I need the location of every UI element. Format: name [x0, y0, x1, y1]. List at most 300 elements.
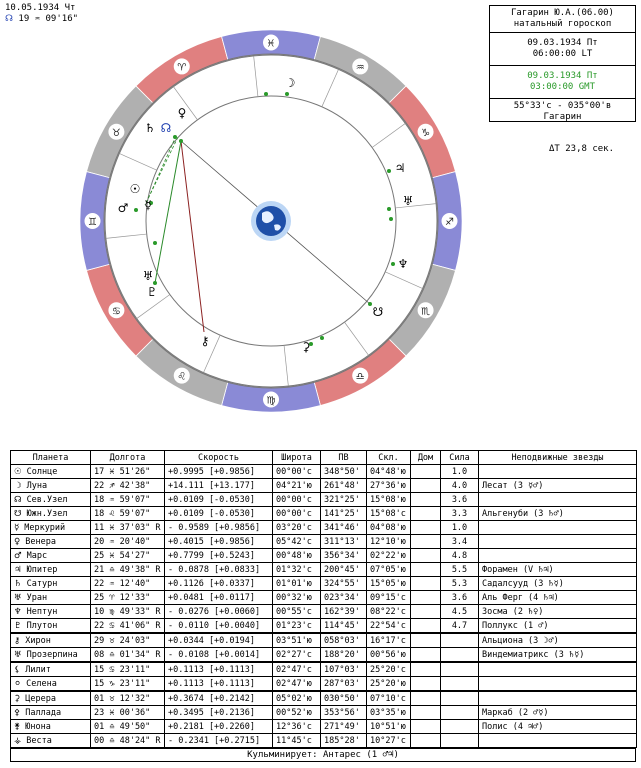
latitude-cell: 01°01'ю [273, 577, 321, 591]
house-cell [411, 662, 441, 677]
info-coords: 55°33'с - 035°00'в [513, 101, 612, 111]
ra-cell: 023°34' [321, 591, 367, 605]
ra-cell: 114°45' [321, 619, 367, 634]
force-cell: 4.7 [441, 619, 479, 634]
speed-cell: - 0.0276 [+0.0060] [165, 605, 273, 619]
sign-glyph: ♈ [177, 62, 187, 74]
info-local-date: 09.03.1934 Пт [527, 38, 598, 48]
planet-name: Церера [25, 693, 56, 704]
planet-table [10, 450, 637, 748]
speed-cell: +0.3674 [+0.2142] [165, 691, 273, 706]
force-cell [441, 706, 479, 720]
star-cell: Зосма (2 ♄♀) [479, 605, 637, 619]
planet-glyph: ⚳ [301, 340, 311, 354]
planet-name: Сев.Узел [26, 494, 68, 505]
house-cusp-line [395, 204, 436, 208]
col-ra: ПВ [321, 451, 367, 465]
col-declination: Скл. [367, 451, 411, 465]
sign-glyph: ♏ [421, 306, 431, 318]
force-cell: 3.4 [441, 535, 479, 549]
star-cell: Альциона (3 ☽♂) [479, 633, 637, 648]
house-cusp-line [254, 56, 258, 97]
ra-cell: 200°45' [321, 563, 367, 577]
planet-dot [179, 139, 183, 143]
header-node-position: 19 ♒ 09'16" [18, 14, 79, 24]
longitude-cell: 25 ♈ 12'33" [91, 591, 165, 605]
planet-glyph: ☊ [160, 121, 172, 135]
longitude-cell: 11 ♓ 37'03" R [91, 521, 165, 535]
speed-cell: +0.9995 [+0.9856] [165, 465, 273, 479]
house-cell [411, 648, 441, 663]
planet-name: Уран [26, 592, 48, 603]
force-cell: 1.0 [441, 521, 479, 535]
planet-cell [11, 619, 91, 634]
latitude-cell: 00°00'с [273, 493, 321, 507]
planet-dot [368, 302, 372, 306]
sign-glyph: ♎ [355, 371, 365, 383]
planet-glyph: ☉ [129, 182, 141, 196]
planet-icon: ☿ [14, 522, 20, 533]
latitude-cell: 03°51'ю [273, 633, 321, 648]
planet-dot [285, 92, 289, 96]
longitude-cell: 18 ♒ 59'07" [91, 493, 165, 507]
latitude-cell: 03°20'с [273, 521, 321, 535]
culmination-footer: Кульминирует: Антарес (1 ♂♃) [10, 748, 636, 762]
force-cell: 3.6 [441, 493, 479, 507]
planet-cell [11, 633, 91, 648]
ra-cell: 324°55' [321, 577, 367, 591]
star-cell [479, 465, 637, 479]
longitude-cell: 10 ♍ 49'33" R [91, 605, 165, 619]
planet-name: Солнце [26, 466, 58, 477]
planet-name: Юпитер [26, 564, 58, 575]
table-row [11, 706, 637, 720]
speed-cell: - 0.0110 [+0.0040] [165, 619, 273, 634]
latitude-cell: 01°32'с [273, 563, 321, 577]
delta-t: ΔT 23,8 сек. [549, 144, 615, 154]
star-cell: Лесат (3 ☿♂) [479, 479, 637, 493]
longitude-cell: 23 ♓ 00'36" [91, 706, 165, 720]
sign-glyph: ♒ [355, 62, 365, 74]
planet-cell [11, 662, 91, 677]
planet-icon: ☋ [14, 508, 22, 519]
planet-dot [391, 262, 395, 266]
ra-cell: 188°20' [321, 648, 367, 663]
declination-cell: 07°05'ю [367, 563, 411, 577]
speed-cell: +0.7799 [+0.5243] [165, 549, 273, 563]
planet-name: Марс [26, 550, 48, 561]
planet-name: Прозерпина [26, 649, 78, 660]
star-cell: Форамен (V ♄♃) [479, 563, 637, 577]
star-cell [479, 691, 637, 706]
planet-name: Нептун [26, 606, 58, 617]
star-cell [479, 493, 637, 507]
planet-icon: ♃ [14, 564, 22, 575]
planet-glyph: ♄ [144, 121, 156, 135]
sign-glyph: ♋ [111, 306, 121, 318]
latitude-cell: 04°21'ю [273, 479, 321, 493]
planet-icon: ⚪ [14, 678, 22, 689]
declination-cell: 04°48'ю [367, 465, 411, 479]
house-cell [411, 691, 441, 706]
ra-cell: 311°13' [321, 535, 367, 549]
house-cell [411, 734, 441, 748]
house-cell [411, 677, 441, 692]
declination-cell: 10°27'с [367, 734, 411, 748]
planet-icon: ♅ [14, 649, 22, 660]
ra-cell: 348°50' [321, 465, 367, 479]
col-longitude: Долгота [91, 451, 165, 465]
info-local-clock: 06:00:00 LT [532, 49, 593, 59]
house-cusp-line [106, 234, 147, 238]
longitude-cell: 01 ♉ 12'32" [91, 691, 165, 706]
declination-cell: 15°08'с [367, 507, 411, 521]
ra-cell: 287°03' [321, 677, 367, 692]
longitude-cell: 22 ♋ 41'06" R [91, 619, 165, 634]
speed-cell: +0.2181 [+0.2260] [165, 720, 273, 734]
house-cusp-line [385, 272, 422, 289]
planet-icon: ♅ [14, 592, 22, 603]
sign-glyph: ♑ [421, 127, 431, 139]
planet-cell [11, 465, 91, 479]
info-gmt-date: 09.03.1934 Пт [527, 71, 598, 81]
speed-cell: - 0.9589 [+0.9856] [165, 521, 273, 535]
planet-cell [11, 706, 91, 720]
table-row [11, 493, 637, 507]
planet-icon: ⚵ [14, 721, 21, 732]
house-cell [411, 720, 441, 734]
planet-glyph: ♃ [394, 161, 406, 175]
force-cell: 4.5 [441, 605, 479, 619]
planet-cell [11, 535, 91, 549]
planet-name: Луна [26, 480, 48, 491]
planet-icon: ♇ [14, 620, 22, 631]
planet-cell [11, 549, 91, 563]
planet-glyph: ♅ [142, 269, 154, 283]
speed-cell: +0.0109 [-0.0530] [165, 493, 273, 507]
longitude-cell: 21 ♎ 49'38" R [91, 563, 165, 577]
force-cell: 5.3 [441, 577, 479, 591]
planet-name: Венера [25, 536, 56, 547]
longitude-cell: 00 ♎ 48'24" R [91, 734, 165, 748]
speed-cell: +0.1126 [+0.0337] [165, 577, 273, 591]
force-cell: 5.5 [441, 563, 479, 577]
planet-glyph: ♂ [117, 201, 129, 215]
planet-icon: ⚴ [14, 707, 21, 718]
longitude-cell: 25 ♓ 54'27" [91, 549, 165, 563]
star-cell: Полис (4 ♃♂) [479, 720, 637, 734]
table-row [11, 605, 637, 619]
planet-cell [11, 734, 91, 748]
planet-cell [11, 691, 91, 706]
planet-icon: ☉ [14, 466, 22, 477]
star-cell [479, 734, 637, 748]
house-cell [411, 706, 441, 720]
speed-cell: +0.1113 [+0.1113] [165, 662, 273, 677]
house-cell [411, 521, 441, 535]
star-cell: Садалсууд (3 ♄☿) [479, 577, 637, 591]
planet-icon: ⚶ [14, 735, 22, 746]
force-cell: 3.3 [441, 507, 479, 521]
latitude-cell: 01°23'с [273, 619, 321, 634]
table-row [11, 619, 637, 634]
planet-glyph: ☋ [372, 305, 384, 319]
house-cusp-line [322, 69, 339, 106]
planet-cell [11, 720, 91, 734]
force-cell [441, 662, 479, 677]
latitude-cell: 02°47'с [273, 662, 321, 677]
longitude-cell: 01 ♎ 49'50" [91, 720, 165, 734]
house-cusp-line [284, 345, 288, 386]
force-cell [441, 677, 479, 692]
planet-cell [11, 479, 91, 493]
latitude-cell: 00°48'ю [273, 549, 321, 563]
table-row [11, 662, 637, 677]
info-place: Гагарин [543, 112, 582, 122]
planet-name: Меркурий [24, 522, 66, 533]
force-cell: 3.6 [441, 591, 479, 605]
planet-dot [387, 169, 391, 173]
planet-icon: ⚸ [14, 664, 21, 675]
force-cell [441, 633, 479, 648]
latitude-cell: 11°45'с [273, 734, 321, 748]
planet-dot [134, 208, 138, 212]
ra-cell: 030°50' [321, 691, 367, 706]
table-row [11, 633, 637, 648]
planet-cell [11, 493, 91, 507]
declination-cell: 03°35'ю [367, 706, 411, 720]
planet-icon: ♂ [14, 550, 22, 561]
col-latitude: Широта [273, 451, 321, 465]
house-cell [411, 535, 441, 549]
star-cell [479, 535, 637, 549]
speed-cell: +14.111 [+13.177] [165, 479, 273, 493]
longitude-cell: 29 ♉ 24'03" [91, 633, 165, 648]
table-row [11, 677, 637, 692]
table-row [11, 465, 637, 479]
speed-cell: - 0.0878 [+0.0833] [165, 563, 273, 577]
declination-cell: 25°20'с [367, 662, 411, 677]
force-cell: 1.0 [441, 465, 479, 479]
force-cell [441, 691, 479, 706]
force-cell [441, 734, 479, 748]
longitude-cell: 08 ♎ 01'34" R [91, 648, 165, 663]
declination-cell: 07°10'с [367, 691, 411, 706]
col-force: Сила [441, 451, 479, 465]
planet-name: Юнона [25, 721, 51, 732]
planet-name: Сатурн [26, 578, 58, 589]
house-cusp-line [119, 153, 156, 170]
planet-cell [11, 591, 91, 605]
table-row [11, 479, 637, 493]
speed-cell: +0.0481 [+0.0117] [165, 591, 273, 605]
declination-cell: 12°10'ю [367, 535, 411, 549]
speed-cell: +0.1113 [+0.1113] [165, 677, 273, 692]
planet-dot [153, 241, 157, 245]
ra-cell: 271°49' [321, 720, 367, 734]
house-cell [411, 563, 441, 577]
declination-cell: 15°08'ю [367, 493, 411, 507]
planet-cell [11, 648, 91, 663]
longitude-cell: 15 ♋ 23'11" [91, 662, 165, 677]
planet-glyph: ♀ [177, 106, 187, 120]
col-speed: Скорость [165, 451, 273, 465]
sign-glyph: ♓ [266, 38, 276, 50]
planet-icon: ☽ [14, 480, 22, 491]
house-cell [411, 619, 441, 634]
planet-name: Лилит [25, 664, 51, 675]
table-row [11, 691, 637, 706]
declination-cell: 09°15'с [367, 591, 411, 605]
planet-dot [173, 135, 177, 139]
ra-cell: 353°56' [321, 706, 367, 720]
col-fixed-stars: Неподвижные звезды [479, 451, 637, 465]
declination-cell: 16°17'с [367, 633, 411, 648]
sign-glyph: ♌ [177, 371, 187, 383]
star-cell [479, 677, 637, 692]
declination-cell: 27°36'ю [367, 479, 411, 493]
house-cell [411, 507, 441, 521]
ra-cell: 341°46' [321, 521, 367, 535]
planet-name: Плутон [26, 620, 58, 631]
planet-icon: ☊ [14, 494, 22, 505]
planet-glyph: ☿ [144, 198, 152, 212]
planet-cell [11, 521, 91, 535]
longitude-cell: 20 ♒ 20'40" [91, 535, 165, 549]
sign-glyph: ♉ [111, 127, 121, 139]
speed-cell: +0.0109 [-0.0530] [165, 507, 273, 521]
sign-glyph: ♍ [266, 395, 276, 407]
planet-dot [389, 217, 393, 221]
ra-cell: 107°03' [321, 662, 367, 677]
planet-name: Хирон [25, 635, 51, 646]
declination-cell: 22°54'с [367, 619, 411, 634]
declination-cell: 10°51'ю [367, 720, 411, 734]
star-cell [479, 662, 637, 677]
planet-glyph: ⚷ [200, 334, 210, 348]
star-cell [479, 521, 637, 535]
col-planet: Планета [11, 451, 91, 465]
speed-cell: - 0.0108 [+0.0014] [165, 648, 273, 663]
house-cell [411, 577, 441, 591]
force-cell: 4.0 [441, 479, 479, 493]
planet-cell [11, 507, 91, 521]
ra-cell: 058°03' [321, 633, 367, 648]
longitude-cell: 17 ♓ 51'26" [91, 465, 165, 479]
planet-name: Селена [26, 678, 57, 689]
house-cell [411, 633, 441, 648]
house-cusp-line [372, 123, 405, 147]
house-cell [411, 465, 441, 479]
planet-icon: ⚳ [14, 693, 21, 704]
table-row [11, 535, 637, 549]
force-cell [441, 720, 479, 734]
table-body [11, 465, 637, 748]
latitude-cell: 00°00'с [273, 507, 321, 521]
planet-dot [320, 336, 324, 340]
longitude-cell: 18 ♌ 59'07" [91, 507, 165, 521]
table-row [11, 521, 637, 535]
longitude-cell: 15 ♑ 23'11" [91, 677, 165, 692]
north-node-icon: ☊ [5, 14, 13, 24]
info-gmt-clock: 03:00:00 GMT [529, 82, 596, 92]
latitude-cell: 00°52'ю [273, 706, 321, 720]
house-cell [411, 605, 441, 619]
planet-glyph: ☽ [284, 76, 296, 90]
force-cell [441, 648, 479, 663]
star-cell: Поллукс (1 ♂) [479, 619, 637, 634]
ra-cell: 185°28' [321, 734, 367, 748]
table-row [11, 591, 637, 605]
col-house: Дом [411, 451, 441, 465]
planet-icon: ♀ [14, 536, 21, 547]
sign-glyph: ♊ [88, 217, 97, 228]
ra-cell: 162°39' [321, 605, 367, 619]
star-cell [479, 549, 637, 563]
star-cell: Альгенуби (3 ♄♂) [479, 507, 637, 521]
longitude-cell: 22 ♐ 42'38" [91, 479, 165, 493]
declination-cell: 00°56'ю [367, 648, 411, 663]
star-cell: Виндемиатрикс (3 ♄☿) [479, 648, 637, 663]
declination-cell: 25°20'ю [367, 677, 411, 692]
info-name: Гагарин Ю.А.(06.00) [511, 8, 614, 18]
speed-cell: +0.4015 [+0.9856] [165, 535, 273, 549]
planet-glyph: ♆ [397, 257, 409, 271]
planet-dot [264, 92, 268, 96]
planet-name: Южн.Узел [26, 508, 68, 519]
star-cell: Аль Ферг (4 ♄♃) [479, 591, 637, 605]
latitude-cell: 00°00'с [273, 465, 321, 479]
planet-glyph: ♇ [146, 285, 158, 299]
table-row [11, 549, 637, 563]
speed-cell: +0.0344 [+0.0194] [165, 633, 273, 648]
table-row [11, 734, 637, 748]
latitude-cell: 12°36'с [273, 720, 321, 734]
planet-cell [11, 677, 91, 692]
sign-glyph: ♐ [445, 217, 454, 228]
house-cell [411, 493, 441, 507]
planet-name: Паллада [25, 707, 62, 718]
planet-glyph: ♅ [402, 194, 414, 208]
table-row [11, 507, 637, 521]
table-row [11, 720, 637, 734]
house-cell [411, 591, 441, 605]
latitude-cell: 05°42'с [273, 535, 321, 549]
ra-cell: 356°34' [321, 549, 367, 563]
table-row [11, 577, 637, 591]
ra-cell: 141°25' [321, 507, 367, 521]
header-date: 10.05.1934 Чт [5, 3, 76, 13]
speed-cell: +0.3495 [+0.2136] [165, 706, 273, 720]
declination-cell: 08°22'с [367, 605, 411, 619]
latitude-cell: 02°47'ю [273, 677, 321, 692]
latitude-cell: 05°02'ю [273, 691, 321, 706]
declination-cell: 15°05'ю [367, 577, 411, 591]
ra-cell: 261°48' [321, 479, 367, 493]
latitude-cell: 00°32'ю [273, 591, 321, 605]
ra-cell: 321°25' [321, 493, 367, 507]
table-row [11, 648, 637, 663]
planet-icon: ♆ [14, 606, 22, 617]
table-header-row [11, 451, 637, 465]
latitude-cell: 02°27'с [273, 648, 321, 663]
planet-dot [387, 207, 391, 211]
declination-cell: 04°08'ю [367, 521, 411, 535]
info-chart-type: натальный гороскоп [513, 19, 612, 29]
longitude-cell: 22 ♒ 12'40" [91, 577, 165, 591]
planet-cell [11, 563, 91, 577]
house-cell [411, 549, 441, 563]
